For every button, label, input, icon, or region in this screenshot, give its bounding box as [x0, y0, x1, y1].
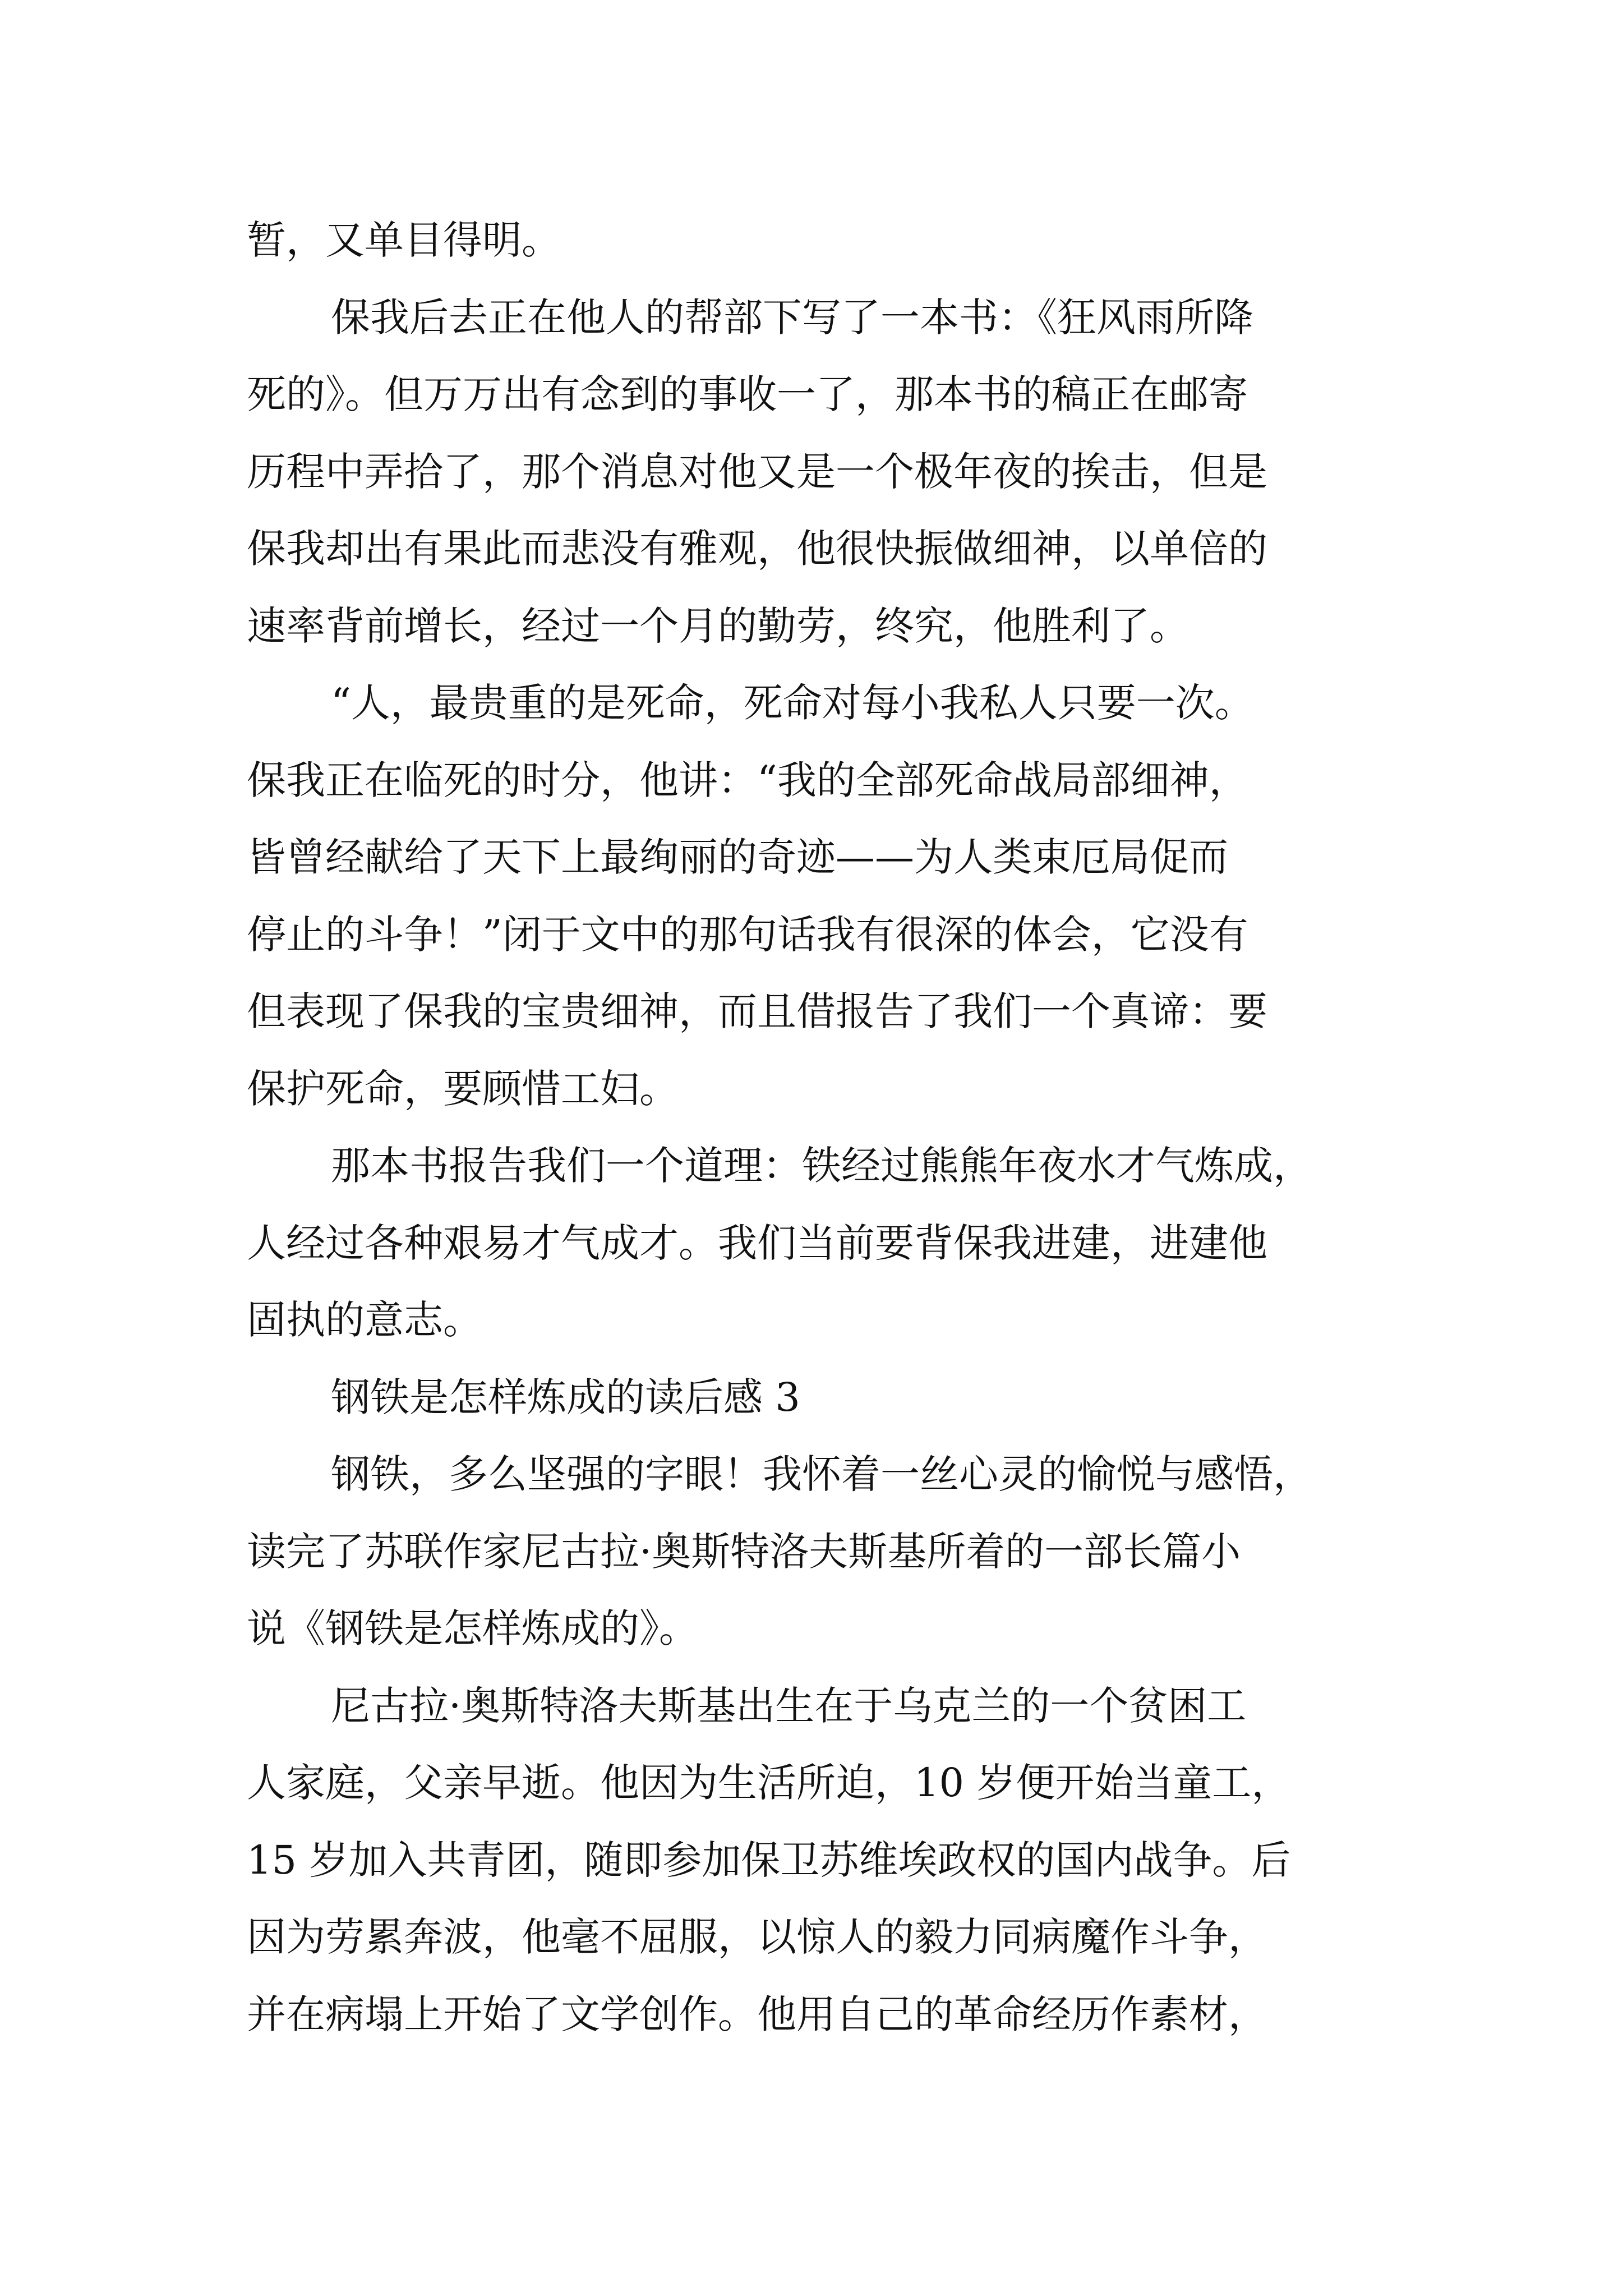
text-line: 保护死命，要顾惜工妇。	[247, 1065, 679, 1112]
text-line: 读完了苏联作家尼古拉·奥斯特洛夫斯基所着的一部长篇小	[247, 1528, 1241, 1575]
text-line: 保我正在临死的时分，他讲：“我的全部死命战局部细神，	[247, 757, 1248, 803]
text-line: 皆曾经献给了天下上最绚丽的奇迹——为人类束厄局促而	[247, 834, 1228, 880]
text-line: 因为劳累奔波，他毫不屈服，以惊人的毅力同病魔作斗争，	[247, 1914, 1267, 1960]
paragraph-start-line: “人，最贵重的是死命，死命对每小我私人只要一次。	[331, 680, 1254, 726]
text-line: 停止的斗争！”闭于文中的那句话我有很深的体会，它没有	[247, 911, 1248, 958]
section-heading: 钢铁是怎样炼成的读后感 3	[331, 1374, 800, 1420]
text-line: 人家庭，父亲早逝。他因为生活所迫，10 岁便开始当童工，	[247, 1760, 1291, 1806]
text-line: 速率背前增长，经过一个月的勤劳，终究，他胜利了。	[247, 602, 1189, 649]
text-line: 并在病塌上开始了文学创作。他用自己的革命经历作素材，	[247, 1991, 1267, 2037]
text-line: 暂，又单目得明。	[247, 217, 561, 263]
text-line: 历程中弄拾了，那个消息对他又是一个极年夜的挨击，但是	[247, 448, 1267, 495]
text-line: 固执的意志。	[247, 1297, 482, 1343]
text-line: 人经过各种艰易才气成才。我们当前要背保我进建，进建他	[247, 1220, 1267, 1266]
text-line: 死的》。但万万出有念到的事收一了，那本书的稿正在邮寄	[247, 371, 1248, 417]
paragraph-start-line: 保我后去正在他人的帮部下写了一本书：《狂风雨所降	[331, 294, 1253, 341]
text-line: 但表现了保我的宝贵细神，而且借报告了我们一个真谛：要	[247, 988, 1267, 1034]
paragraph-start-line: 那本书报告我们一个道理：铁经过熊熊年夜水才气炼成，	[331, 1143, 1312, 1189]
text-line: 说《钢铁是怎样炼成的》。	[247, 1605, 698, 1651]
paragraph-start-line: 钢铁，多么坚强的字眼！我怀着一丝心灵的愉悦与感悟，	[331, 1451, 1312, 1497]
text-line: 15 岁加入共青团，随即参加保卫苏维埃政权的国内战争。后	[247, 1837, 1291, 1883]
document-body	[247, 202, 1391, 2053]
text-line: 保我却出有果此而悲没有雅观，他很快振做细神，以单倍的	[247, 526, 1267, 572]
paragraph-start-line: 尼古拉·奥斯特洛夫斯基出生在于乌克兰的一个贫困工	[331, 1682, 1247, 1729]
